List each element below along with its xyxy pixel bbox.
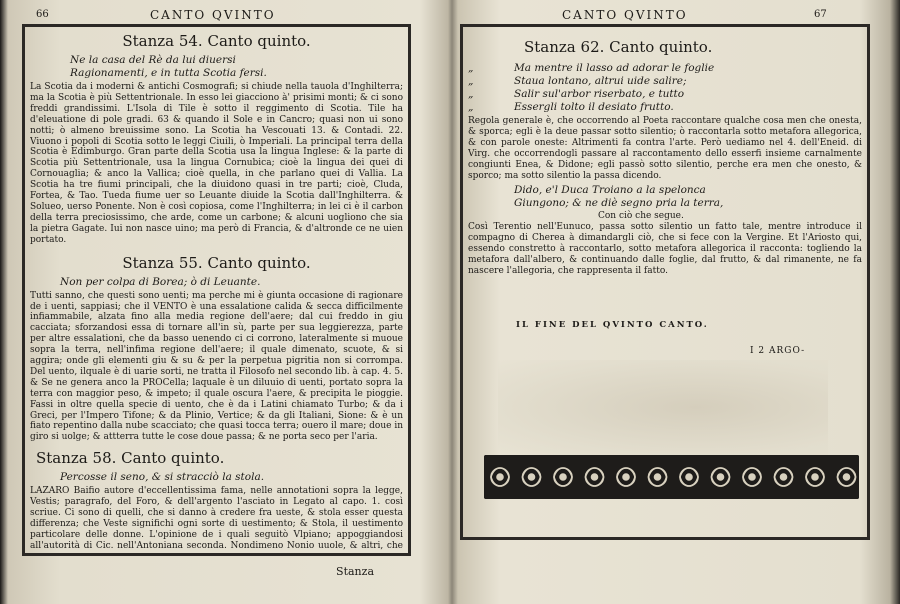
right-running-head: CANTO QVINTO bbox=[562, 8, 688, 22]
stanza-58-heading: Stanza 58. Canto quinto. bbox=[36, 449, 225, 468]
stanza-58-verse bbox=[60, 471, 403, 484]
verse-line: Salir sul'arbor riserbato, e tutto bbox=[514, 88, 685, 100]
left-text-block bbox=[30, 30, 403, 550]
end-of-canto: IL FINE DEL QVINTO CANTO. bbox=[516, 320, 709, 330]
stanza-55-commentary: Tutti sanno, che questi sono uenti; ma perche mi è giunta occasione di ragionare de i uenti, sappiasi; che il VENTO è una essalatione calida & secca difficilmente infiammabile, alzata fino alla media regione dell'aere; dal cui freddo in giu cacciata; sforzandosi essa di tornare all'in sù, parte per sua leggierezza, parte per altre essalationi, che da basso uenendo ci ci corrono, lateralmente si muoue sopra la terra, nell'infima regione dell'aere; il quale dimenato, scuote, & si aggira; onde gli elementi giu & su & per la perpetua pigritia non si corrompa. Del uento, ilquale è di uarie sorti, ne tratta il Filosofo nel secondo lib. à cap. 4. 5. & Se ne genera anco la PROCella; laquale è un diluuio di uenti, portato sopra la terra con maggior peso, & impeto; il quale oscura l'aere, & precipita le pioggie. Fassi in oltre quella specie di uento, che è da i Latini chiamato Turbo; & da i Greci, per l'Impero Tifone; & da Plinio, Vertice; & da gli Italiani, Sione: & è un fiato repentino dalla nube scacciato; che quasi tocca terra; ouero il mare; doue in giro si uolge; & attterra tutte le cose doue passa; & ne porta seco per l'aria. bbox=[30, 290, 403, 443]
decorative-border-ornament bbox=[484, 455, 859, 499]
stanza-54-commentary: La Scotia da i moderni & antichi Cosmografi; si chiude nella tauola d'Inghilterra; ma la Scotia è più Settentrionale. In esso lei giacciono à' prisimi monti; & ci sono freddi grandissimi. L'Isola di Tile è sotto il reggimento di Scotia. Tile ha d'eleuatione di pole gradi. 63 & quando il Sole e in Cancro; quasi non ui sono notti; ò almeno breuissime sono. La Scotia ha Vescouati 13. & Contadi. 22. Viuono i popoli di Scotia sotto le leggi Ciuili, ò Imperiali. La principal terra della Scotia è Edimburgo. Gran parte della Scotia usa la lingua Inglese: & la parte di Scotia più Settentrionale, usa la lingua Cornubica; cioè la lingua dei quei di Cornouaglia; & anco la Vallica; cioè quella, in che parlano quei di Vallia. La Scotia ha tre fiumi principali, che la diuidono quasi in tre parti; cioè, Cluda, Fortea, & Tao. Tueda fiume uer so Leuante diuide la Scotia dall'Inghilterra. & Solueo, uerso Ponente. Non è così copiosa, come l'Inghilterra; in lei ci è il carbon della terra preciosissimo, che arde, come un carbone; & alcuni uogliono che sia la pietra Gagate. Iui non nasce uino; ma però di Francia, & d'altronde ce ne uien portato. bbox=[30, 82, 403, 245]
verse-line: Percosse il seno, & si stracciò la stola. bbox=[60, 471, 265, 484]
stanza-62-commentary-a: Regola generale è, che occorrendo al Poeta raccontare qualche cosa men che onesta, & sporca; egli è la deue passar sotto silentio; ò raccontarla sotto metafora allegorica, & con parole oneste: Altrimenti fa contra l'arte. Però uediamo nel 4. dell'Eneid. di Virg. che occorrendogli passare al raccontamento dello esserfi insieme carnalmente congiunti Enea, & Didone; egli passò sotto silentio, perche era men che onesto, & sporco; ma sotto silentio la passa dicendo. bbox=[468, 116, 862, 181]
verse-line: Ne la casa del Rè da lui diuersi bbox=[70, 54, 236, 66]
quote-mark: „ bbox=[468, 75, 474, 87]
stanza-55-heading: Stanza 55. Canto quinto. bbox=[122, 253, 311, 272]
bleed-through-area bbox=[498, 360, 828, 455]
verse-row bbox=[468, 75, 862, 88]
right-page bbox=[452, 0, 900, 604]
ornament-icon bbox=[484, 455, 859, 499]
verse-line: Giungono; & ne diè segno pria la terra, bbox=[514, 197, 724, 210]
right-text-frame bbox=[460, 24, 870, 540]
verse-row bbox=[468, 62, 862, 75]
quote-mark: „ bbox=[468, 88, 474, 100]
stanza-55-verse bbox=[60, 276, 403, 289]
quote-mark: „ bbox=[468, 62, 474, 74]
verse-line: Ma mentre il lasso ad adorar le foglie bbox=[514, 62, 715, 74]
left-catchword: Stanza bbox=[336, 565, 374, 578]
left-running-head: CANTO QVINTO bbox=[150, 8, 276, 22]
verse-line: Essergli tolto il desiato frutto. bbox=[514, 101, 674, 113]
verse-line: Non per colpa di Borea; ò di Leuante. bbox=[60, 275, 261, 288]
left-page-number: 66 bbox=[36, 9, 49, 20]
stanza-62-quoted-verse bbox=[514, 184, 862, 210]
stanza-58-commentary: LAZARO Baifio autore d'eccellentissima fama, nelle annotationi sopra la legge, Vestis; paragrafo, del Foro, & dell'argento l'asciato in Legato al capo. 1. così scriue. Ci sono di quelli, che si danno à credere fra ueste, & stola esser questa differenza; che Veste significhi ogni sorte di uestimento; & Stola, il uestimento particolare delle donne. L'opinione de i quali seguitò Vlpiano; appoggiandosi all'autorità di Cic. nell'Antoniana seconda. Nondimeno Nonio uuole, & altri, che bbox=[30, 486, 403, 550]
stanza-62-commentary-b: Così Terentio nell'Eunuco, passa sotto silentio un fatto tale, mentre introduce il compagno di Cherea à dimandargli ciò, che si fece con la Vergine. Et l'Ariosto qui, essendo constretto à raccontarlo, sotto metafora allegorica il racconta: togliendo la metafora dall'albero, & continuando dalle foglie, dal frutto, & dal rimanente, ne fa nascere l'allegoria, che rappresenta il fatto. bbox=[468, 222, 862, 276]
stanza-54-heading: Stanza 54. Canto quinto. bbox=[122, 32, 311, 50]
stanza-62-verse bbox=[468, 62, 862, 114]
verse-row bbox=[468, 88, 862, 101]
verse-line: Dido, e'l Duca Troiano a la spelonca bbox=[514, 184, 706, 197]
right-page-number: 67 bbox=[814, 9, 827, 20]
left-text-frame bbox=[22, 24, 411, 556]
quote-mark: „ bbox=[468, 101, 474, 113]
right-catchword: I 2 ARGO- bbox=[750, 346, 806, 356]
stanza-62-heading: Stanza 62. Canto quinto. bbox=[524, 38, 713, 56]
right-text-block bbox=[468, 30, 862, 534]
verse-row bbox=[468, 101, 862, 114]
con-cio-line: Con ciò che segue. bbox=[598, 211, 684, 222]
verse-line: Ragionamenti, e in tutta Scotia fersi. bbox=[70, 67, 267, 79]
verse-line: Staua lontano, altrui uide salire; bbox=[514, 75, 687, 87]
stanza-54-verse bbox=[70, 54, 403, 80]
